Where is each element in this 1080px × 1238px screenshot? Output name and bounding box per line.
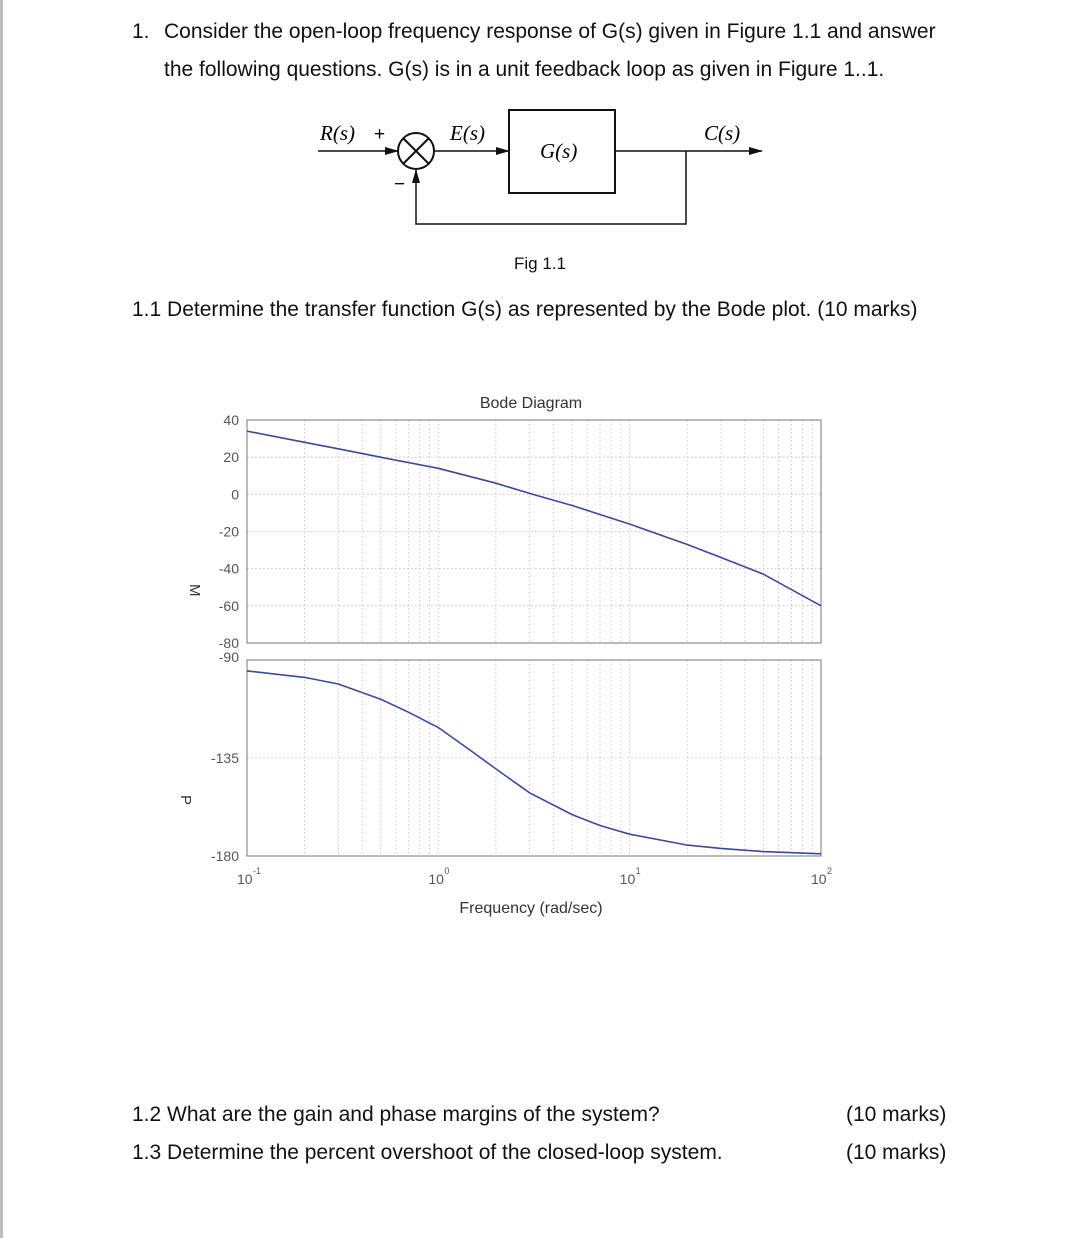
frequency-xlabel: Frequency (rad/sec) (459, 900, 603, 917)
summing-junction (398, 133, 434, 169)
magnitude-y-ticks (219, 412, 239, 651)
question-text-line-2: the following questions. G(s) is in a unit feedback loop as given in Figure 1..1. (164, 58, 885, 81)
magnitude-tick-label: -40 (218, 560, 239, 577)
phase-tick-label: -90 (218, 649, 239, 665)
magnitude-tick-label: 40 (223, 412, 239, 428)
phase-series-line (247, 671, 821, 854)
x-tick-base: 10 (619, 871, 636, 887)
question-1-2-marks: (10 marks) (846, 1103, 947, 1126)
phase-tick-label: -135 (210, 750, 239, 766)
magnitude-ylabel: M (186, 584, 203, 597)
plus-sign: + (374, 124, 386, 145)
magnitude-tick-label: -80 (218, 635, 239, 651)
magnitude-tick-label: 20 (223, 449, 239, 466)
magnitude-grid (247, 420, 821, 643)
chart-title: Bode Diagram (479, 395, 583, 412)
question-1-3-marks: (10 marks) (846, 1141, 947, 1164)
phase-tick-label: -180 (210, 848, 239, 864)
question-1-3: 1.3 Determine the percent overshoot of the closed-loop system. (132, 1141, 723, 1164)
x-tick-base: 10 (428, 871, 444, 887)
bode-diagram (0, 380, 1080, 940)
plant-label: G(s) (540, 139, 578, 163)
input-label: R(s) (320, 121, 355, 145)
phase-y-ticks (211, 649, 239, 864)
error-label: E(s) (450, 121, 485, 145)
question-number: 1. (132, 20, 150, 43)
magnitude-tick-label: -60 (218, 597, 239, 614)
magnitude-tick-label: -20 (218, 523, 239, 540)
block-diagram (0, 0, 1080, 240)
x-tick-exponent: 0 (444, 866, 450, 876)
x-tick-exponent: -1 (253, 866, 262, 876)
question-text-line-1: Consider the open-loop frequency response of G(s) given in Figure 1.1 and answer (164, 20, 936, 43)
phase-ylabel: P (177, 795, 194, 806)
frequency-x-ticks (237, 866, 832, 887)
x-tick-base: 10 (237, 871, 253, 887)
phase-grid (247, 660, 821, 856)
question-1-1: 1.1 Determine the transfer function G(s) as represented by the Bode plot. (10 marks) (132, 298, 918, 321)
x-tick-base: 10 (811, 871, 827, 887)
x-tick-exponent: 2 (827, 866, 833, 876)
magnitude-series-line (247, 431, 821, 606)
x-tick-exponent: 1 (635, 866, 641, 876)
question-1-2: 1.2 What are the gain and phase margins of the system? (132, 1103, 660, 1126)
phase-axes-frame (247, 660, 821, 856)
output-label: C(s) (704, 121, 741, 145)
magnitude-axes-frame (247, 420, 821, 643)
minus-sign: − (394, 174, 406, 195)
magnitude-tick-label: 0 (231, 486, 239, 503)
figure-caption: Fig 1.1 (514, 254, 566, 273)
